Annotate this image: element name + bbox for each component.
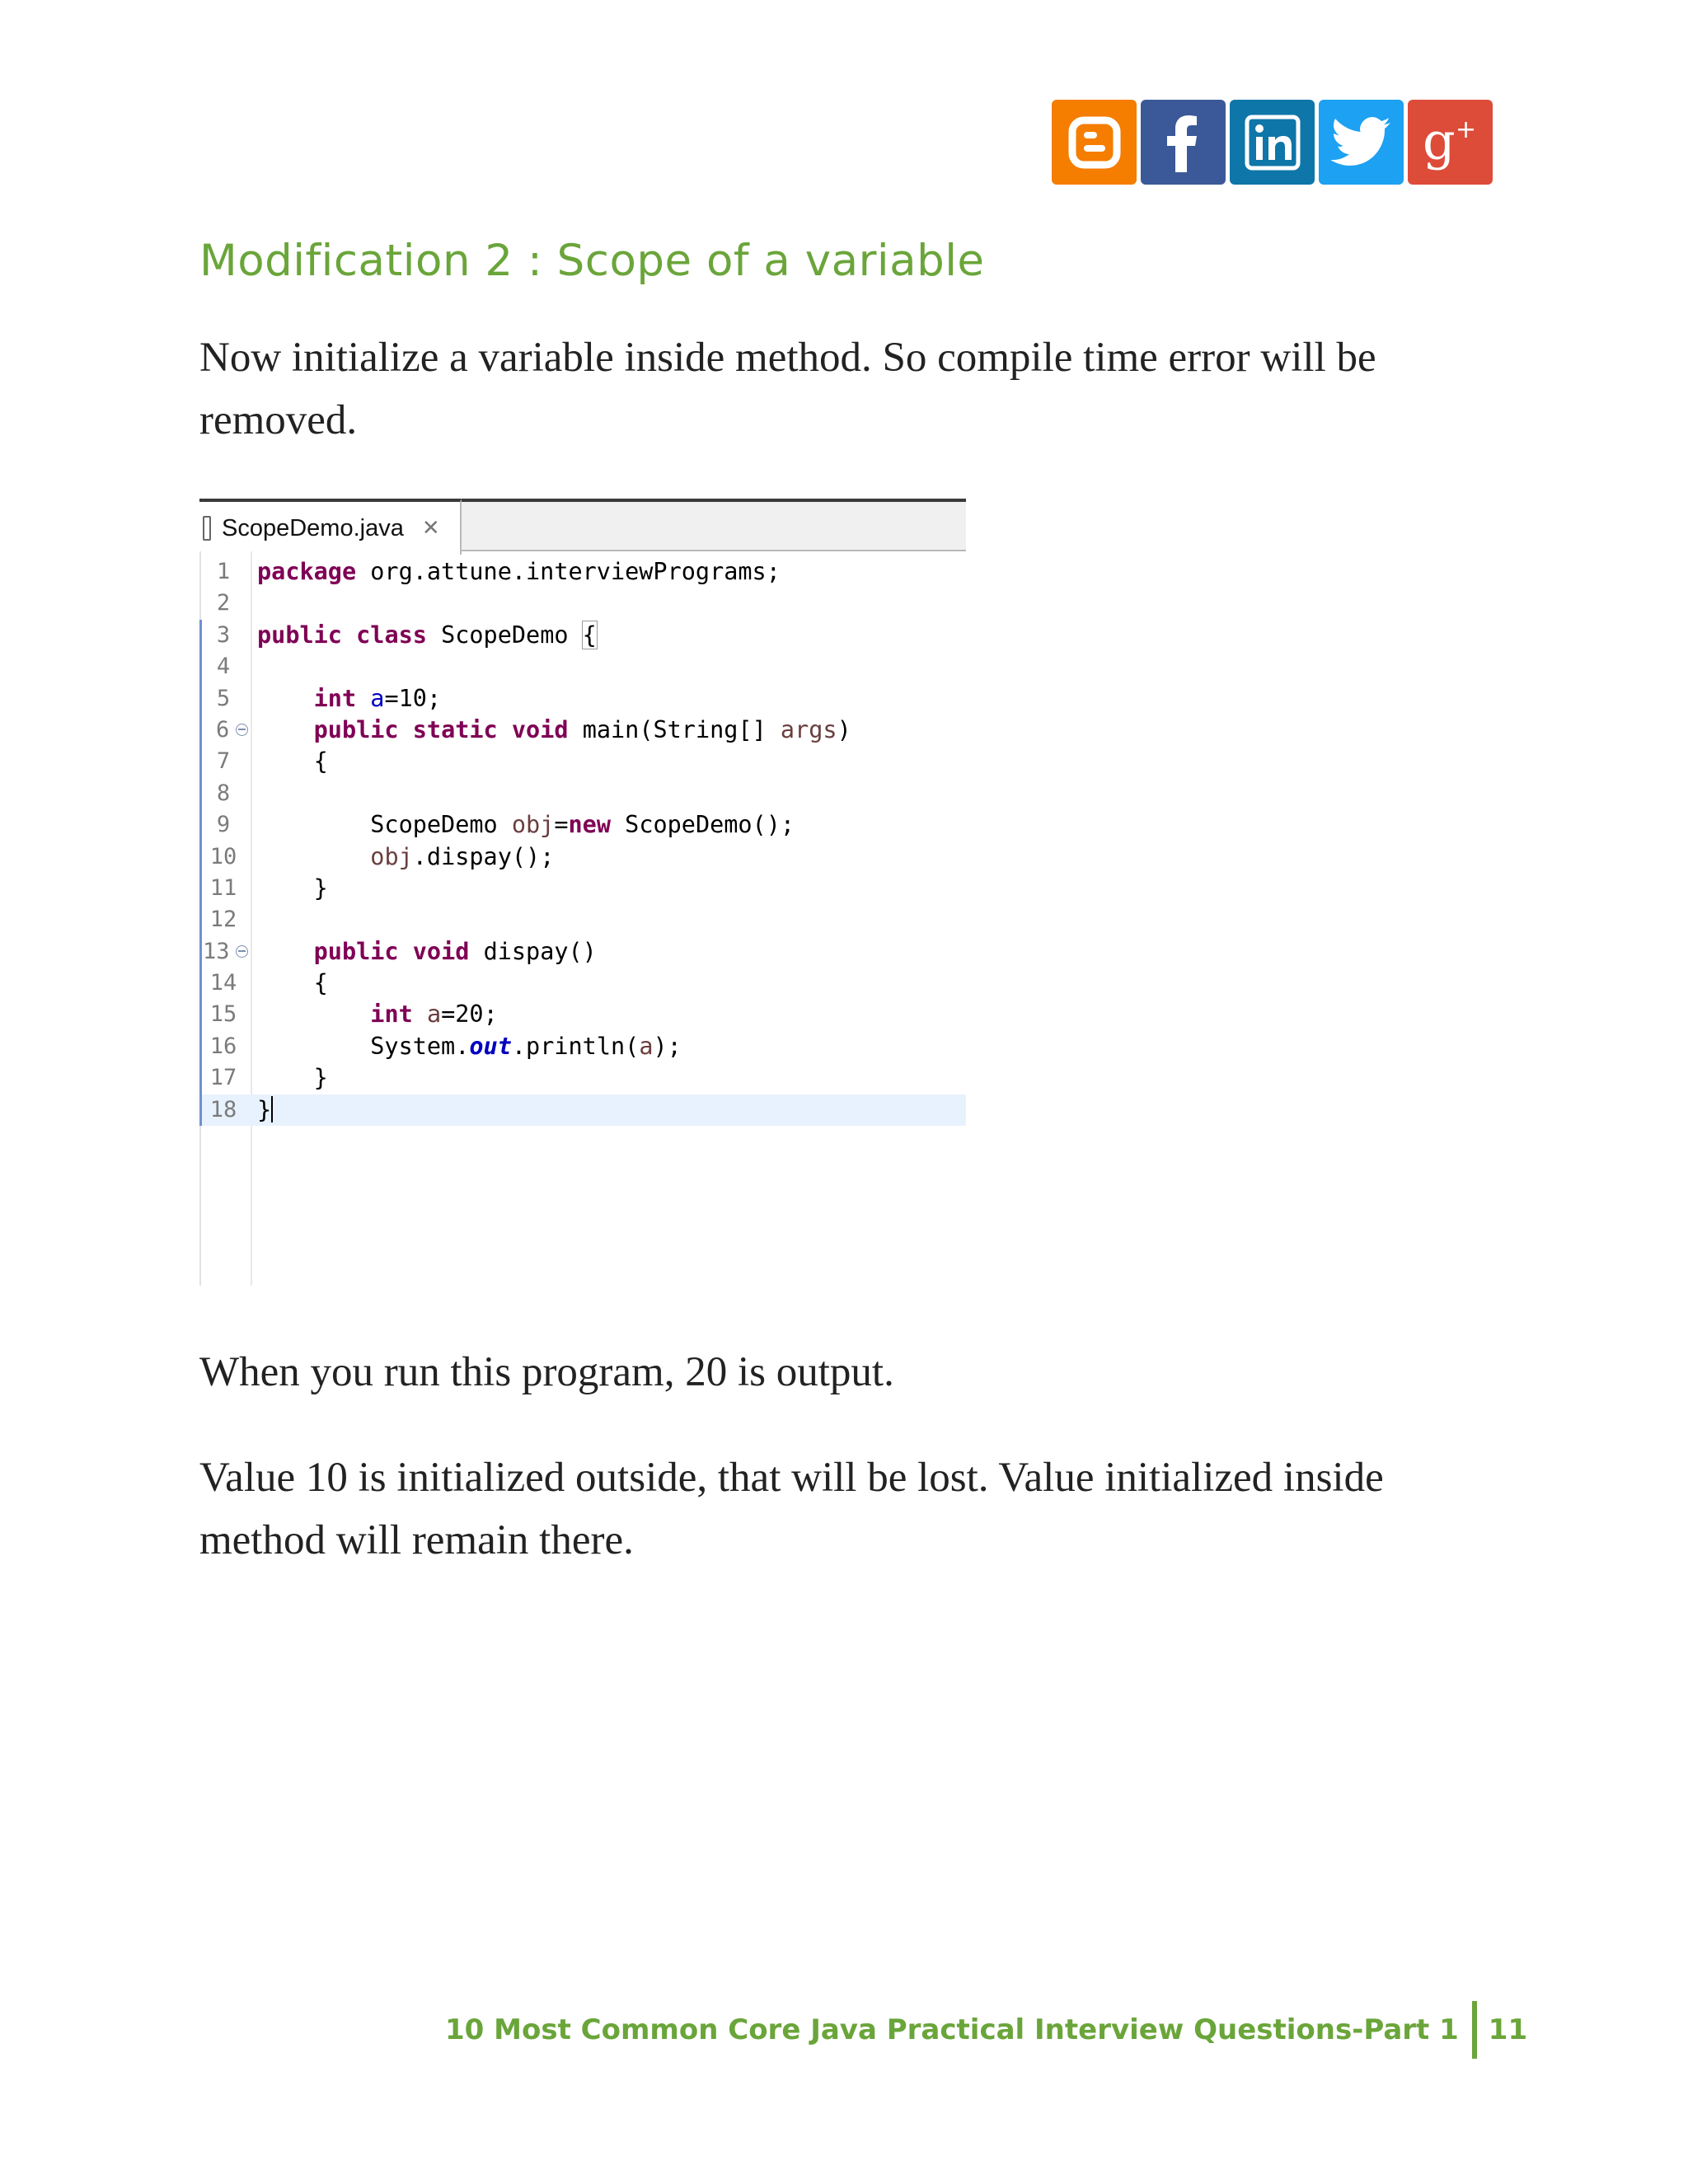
tab-label: ScopeDemo.java — [222, 514, 404, 541]
fold-toggle-icon[interactable] — [236, 724, 248, 736]
code-text: public static void main(String[] args) — [313, 715, 851, 743]
code-text: ScopeDemo obj=new ScopeDemo(); — [257, 811, 795, 839]
code-line — [199, 715, 966, 746]
svg-text:g: g — [1422, 110, 1456, 171]
line-number: 14 — [199, 968, 247, 999]
code-line — [199, 778, 966, 809]
line-number: 8 — [199, 778, 247, 809]
line-number: 13 — [199, 936, 247, 968]
code-line — [199, 968, 966, 999]
code-text: } — [257, 1064, 328, 1092]
linkedin-icon[interactable] — [1230, 100, 1315, 185]
code-text: } — [257, 874, 328, 902]
code-line-current — [199, 1094, 966, 1126]
blogger-icon[interactable] — [1052, 100, 1137, 185]
line-number: 6 — [199, 715, 247, 746]
code-text: public void dispay() — [313, 937, 597, 965]
code-line — [199, 841, 966, 873]
code-line — [199, 999, 966, 1030]
output-paragraph: When you run this program, 20 is output. — [199, 1349, 894, 1395]
code-editor-screenshot — [199, 499, 966, 1286]
editor-tab[interactable] — [199, 499, 462, 555]
code-line — [199, 1031, 966, 1062]
line-number: 12 — [199, 904, 247, 935]
line-number: 1 — [216, 559, 231, 584]
text-caret — [271, 1096, 273, 1122]
code-line — [199, 873, 966, 904]
line-number: 15 — [199, 999, 247, 1030]
code-line — [199, 1062, 966, 1094]
line-number: 5 — [199, 683, 247, 715]
explanation-paragraph: Value 10 is initialized outside, that will be lost. Value initialized inside method will remain there. — [199, 1455, 1384, 1563]
java-file-icon — [203, 516, 211, 541]
code-text: { — [257, 969, 328, 997]
section-heading: Modification 2 : Scope of a variable — [199, 236, 985, 286]
code-line — [199, 746, 966, 777]
line-number: 2 — [216, 590, 231, 616]
fold-toggle-icon[interactable] — [236, 945, 248, 958]
line-number: 9 — [199, 809, 247, 841]
svg-text:+: + — [1455, 115, 1476, 144]
code-line — [199, 556, 966, 588]
line-number: 11 — [199, 873, 247, 904]
line-number: 4 — [199, 651, 247, 682]
code-line — [199, 809, 966, 841]
editor-tab-bar — [199, 499, 966, 551]
footer-title: 10 Most Common Core Java Practical Interview Questions-Part 1 — [445, 2013, 1459, 2046]
line-number: 18 — [199, 1094, 247, 1126]
google-plus-icon[interactable] — [1408, 100, 1493, 185]
code-text: { — [257, 748, 328, 776]
code-text: obj.dispay(); — [370, 842, 555, 870]
line-number: 3 — [199, 620, 247, 651]
line-number: 17 — [199, 1062, 247, 1094]
code-text: System.out.println(a); — [257, 1032, 682, 1060]
code-text: } — [257, 1095, 272, 1123]
code-line — [199, 936, 966, 968]
code-text: package org.attune.interviewPrograms; — [257, 558, 781, 585]
code-lines — [199, 556, 966, 1126]
code-line — [199, 683, 966, 715]
twitter-icon[interactable] — [1319, 100, 1404, 185]
code-line — [199, 651, 966, 682]
footer-divider — [1472, 2001, 1477, 2059]
line-number: 16 — [199, 1031, 247, 1062]
code-text: public class ScopeDemo { — [257, 621, 597, 649]
page-footer — [445, 1999, 1527, 2060]
code-line — [199, 904, 966, 935]
line-number: 7 — [199, 746, 247, 777]
code-line — [199, 620, 966, 651]
code-text: int a=20; — [370, 1001, 498, 1029]
code-line — [199, 588, 966, 619]
social-icons — [1052, 100, 1493, 185]
line-number: 10 — [199, 841, 247, 873]
page-number: 11 — [1488, 2013, 1528, 2046]
close-icon[interactable]: ✕ — [421, 516, 440, 541]
intro-paragraph: Now initialize a variable inside method. So compile time error will be removed. — [199, 335, 1376, 443]
facebook-icon[interactable] — [1141, 100, 1226, 185]
code-text: int a=10; — [313, 684, 442, 712]
